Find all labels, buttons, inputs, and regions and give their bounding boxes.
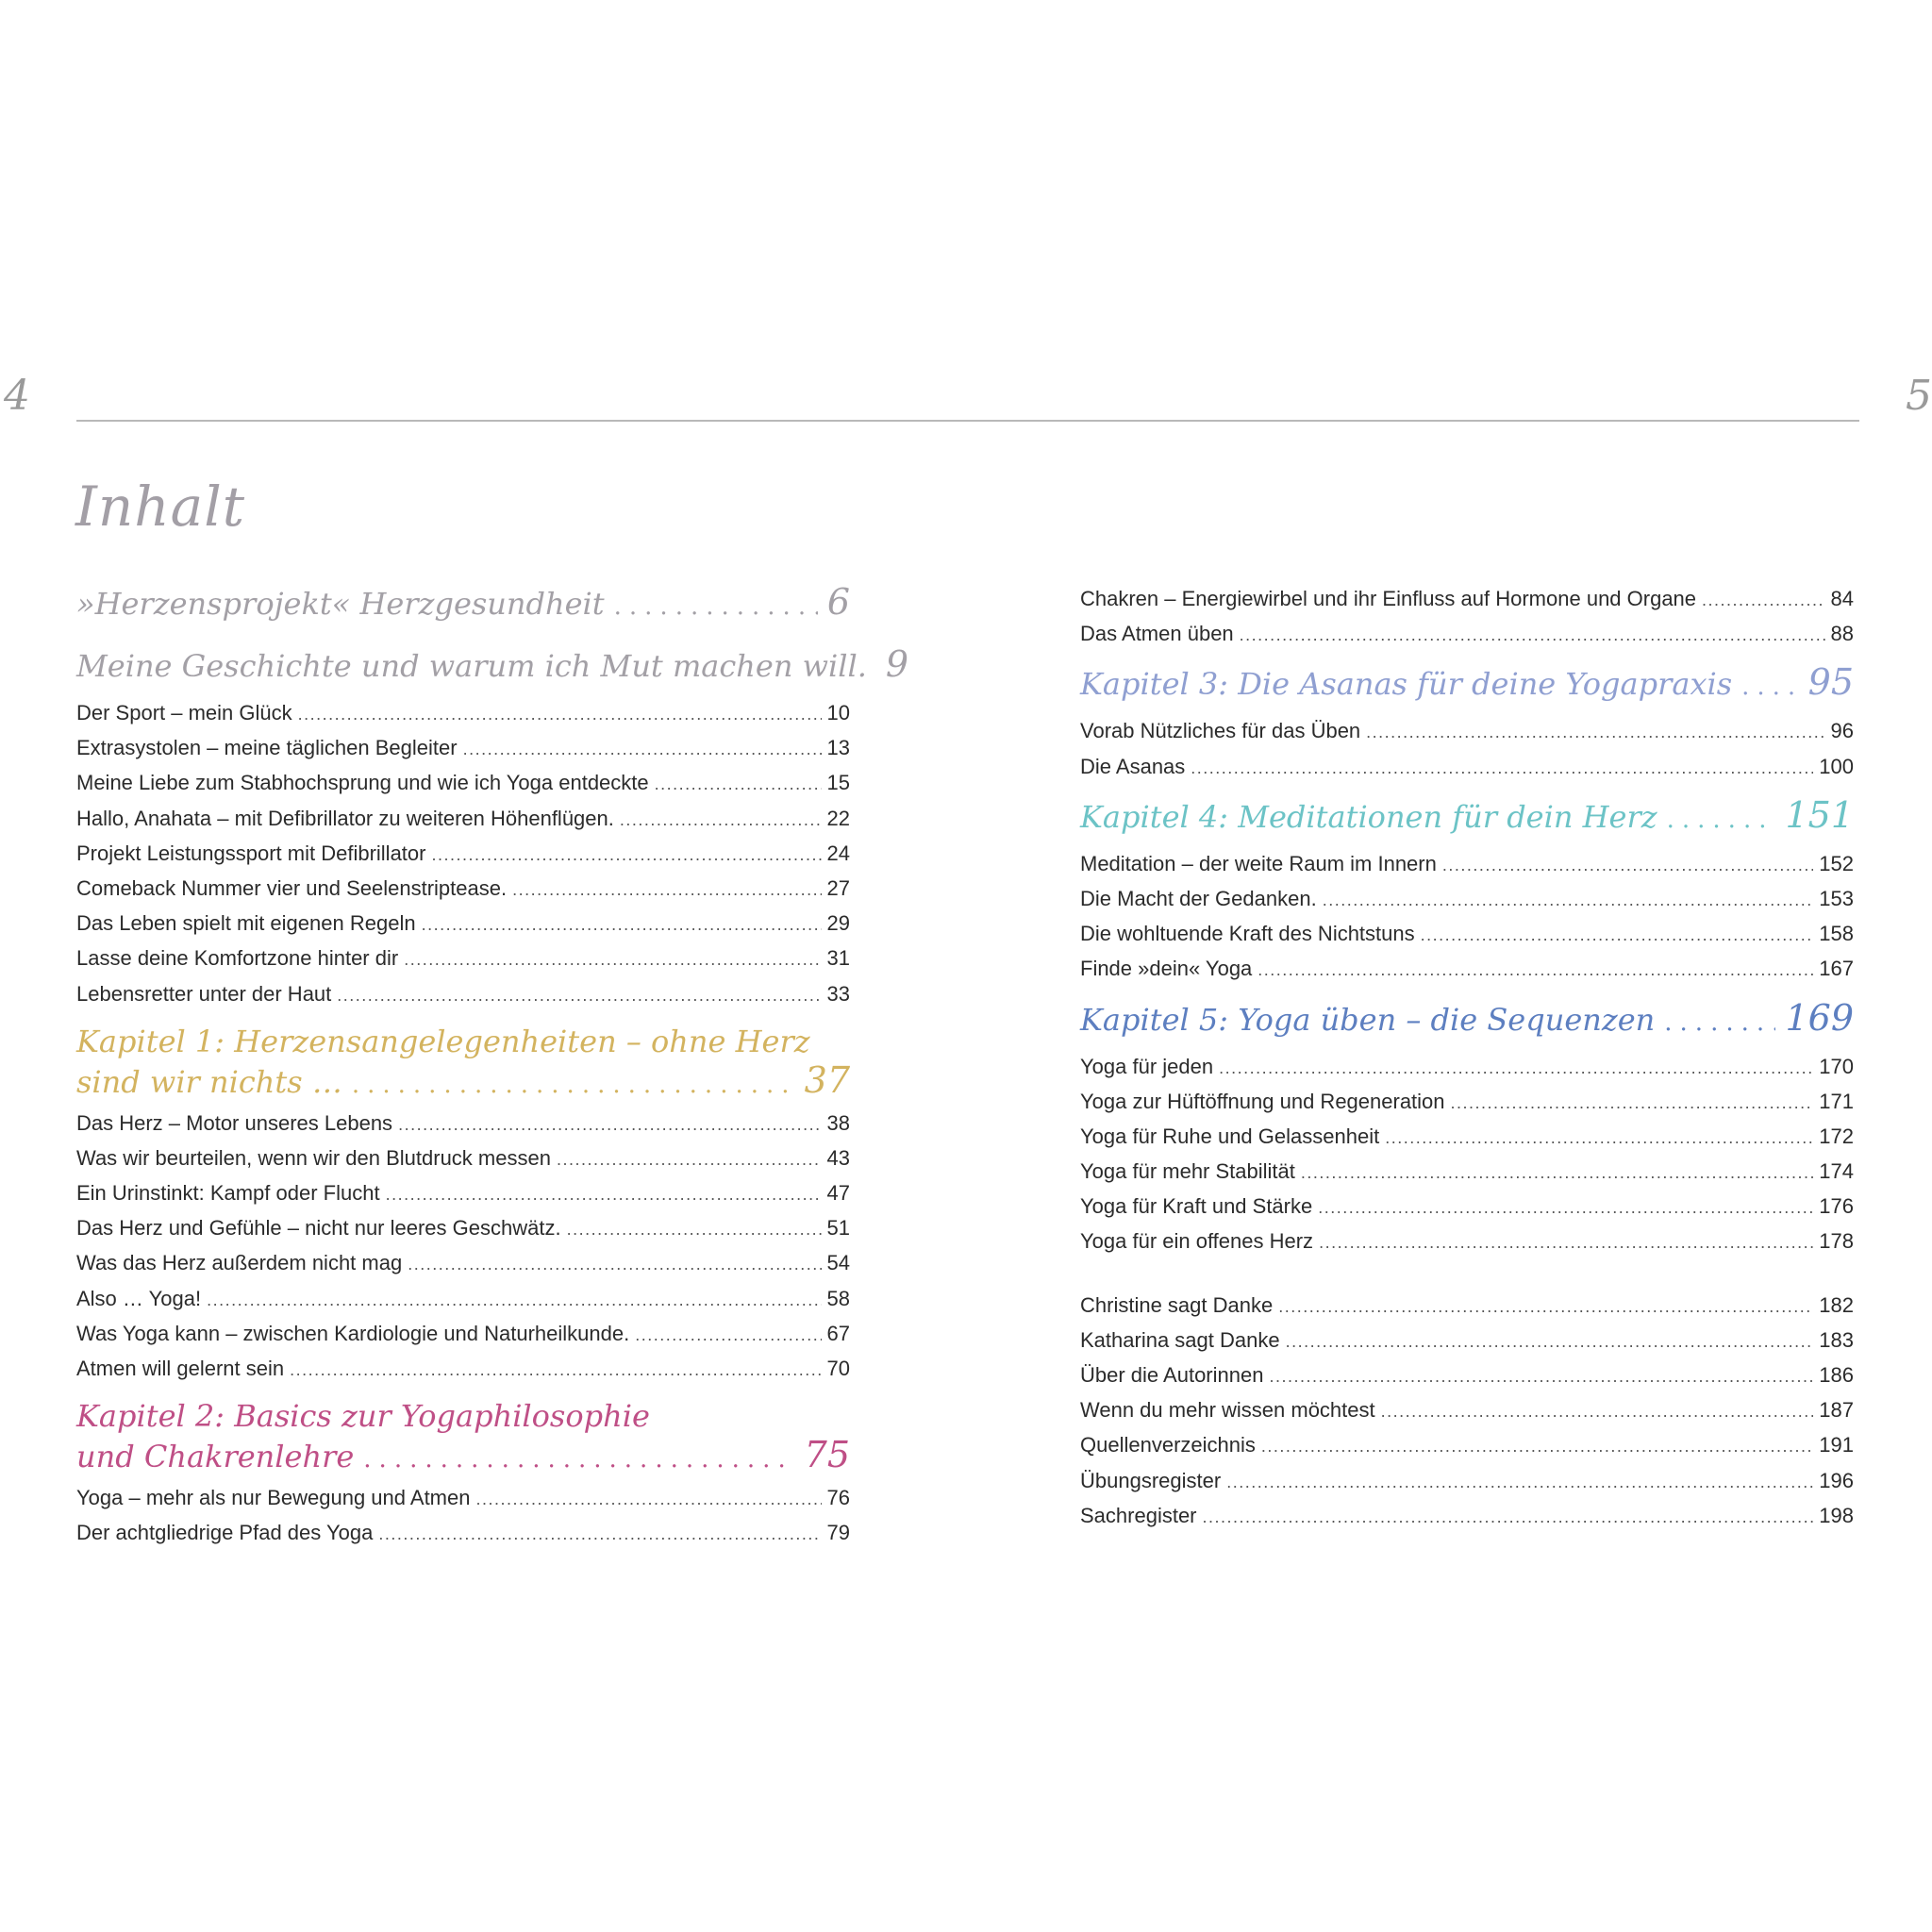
dot-leader bbox=[635, 1318, 821, 1353]
toc-entry[interactable] bbox=[1080, 916, 1854, 951]
heading-title-line-2: und Chakrenlehre bbox=[76, 1439, 355, 1475]
dot-leader bbox=[1664, 991, 1775, 1054]
toc-entry[interactable] bbox=[1080, 1049, 1854, 1084]
entry-title: Hallo, Anahata – mit Defibrillator zu weiteren Höhenflügen. bbox=[76, 806, 614, 830]
heading-title-line-1: Kapitel 1: Herzensangelegenheiten – ohne Herz bbox=[76, 1023, 810, 1059]
dot-leader bbox=[1257, 953, 1813, 988]
dot-leader bbox=[422, 908, 822, 942]
toc-entry[interactable] bbox=[76, 801, 850, 836]
heading-title-line-2: sind wir nichts … bbox=[76, 1063, 342, 1100]
entry-title: Finde »dein« Yoga bbox=[1080, 957, 1253, 981]
entry-title: Über die Autorinnen bbox=[1080, 1363, 1264, 1387]
heading-page: 9 bbox=[885, 643, 909, 685]
heading-title: Kapitel 3: Die Asanas für deine Yogapraxis bbox=[1080, 666, 1733, 703]
entry-title: Yoga für jeden bbox=[1080, 1054, 1214, 1078]
entry-title: Das Atmen üben bbox=[1080, 622, 1234, 646]
dot-leader bbox=[337, 978, 821, 1013]
heading-title: Kapitel 5: Yoga üben – die Sequenzen bbox=[1080, 1001, 1656, 1038]
toc-column-right bbox=[1080, 581, 1854, 1533]
toc-entry[interactable] bbox=[1080, 713, 1854, 748]
toc-entry[interactable] bbox=[1080, 581, 1854, 616]
toc-entry[interactable] bbox=[1080, 749, 1854, 784]
dot-leader bbox=[1219, 1051, 1813, 1086]
toc-entry[interactable] bbox=[76, 871, 850, 906]
entry-title: Die wohltuende Kraft des Nichtstuns bbox=[1080, 922, 1415, 946]
dot-leader bbox=[207, 1283, 821, 1318]
heading-page: 75 bbox=[804, 1434, 850, 1476]
heading-title: »Herzensprojekt« Herzgesundheit bbox=[76, 586, 605, 622]
entry-page: 158 bbox=[1819, 922, 1854, 946]
toc-heading-kapitel-5[interactable] bbox=[1080, 987, 1854, 1049]
toc-entry[interactable] bbox=[1080, 881, 1854, 916]
heading-page: 169 bbox=[1785, 996, 1854, 1039]
dot-leader bbox=[1323, 883, 1814, 918]
entry-page: 10 bbox=[826, 701, 850, 724]
toc-entry[interactable] bbox=[1080, 1288, 1854, 1323]
dot-leader bbox=[1702, 583, 1824, 618]
header-rule bbox=[76, 420, 1859, 422]
dot-leader bbox=[1667, 789, 1776, 851]
entry-title: Übungsregister bbox=[1080, 1468, 1222, 1492]
entry-page: 100 bbox=[1819, 754, 1854, 778]
dot-leader bbox=[567, 1212, 822, 1247]
entry-page: 171 bbox=[1819, 1089, 1854, 1113]
toc-entry[interactable] bbox=[76, 1515, 850, 1550]
toc-entry[interactable] bbox=[76, 941, 850, 975]
dot-leader bbox=[298, 697, 822, 732]
dot-leader bbox=[408, 1247, 821, 1282]
dot-leader bbox=[614, 575, 818, 638]
entry-title: Comeback Nummer vier und Seelenstriptease. bbox=[76, 875, 508, 900]
entry-title: Was wir beurteilen, wenn wir den Blutdruck messen bbox=[76, 1145, 551, 1170]
entry-page: 29 bbox=[826, 911, 850, 936]
heading-title: Kapitel 4: Meditationen für dein Herz bbox=[1080, 798, 1657, 835]
dot-leader bbox=[1240, 618, 1825, 653]
dot-leader bbox=[1203, 1500, 1814, 1535]
dot-leader bbox=[1191, 751, 1813, 786]
entry-page: 33 bbox=[826, 981, 850, 1006]
dot-leader bbox=[1366, 715, 1824, 750]
dot-leader bbox=[386, 1177, 822, 1212]
toc-heading-kapitel-2[interactable] bbox=[76, 1386, 850, 1480]
dot-leader bbox=[290, 1353, 821, 1388]
toc-heading-kapitel-4[interactable] bbox=[1080, 784, 1854, 846]
dot-leader bbox=[1286, 1324, 1814, 1359]
dot-leader bbox=[512, 873, 821, 908]
dot-leader bbox=[1381, 1394, 1814, 1429]
dot-leader bbox=[404, 942, 821, 977]
toc-entry[interactable] bbox=[1080, 1084, 1854, 1119]
toc-heading-intro-2[interactable] bbox=[76, 633, 909, 695]
entry-title: Yoga für ein offenes Herz bbox=[1080, 1229, 1314, 1254]
toc-entry[interactable] bbox=[76, 906, 850, 941]
toc-entry[interactable] bbox=[1080, 1392, 1854, 1427]
entry-title: Yoga – mehr als nur Bewegung und Atmen bbox=[76, 1486, 471, 1510]
entry-page: 47 bbox=[826, 1181, 850, 1206]
entry-page: 76 bbox=[826, 1486, 850, 1510]
heading-page: 37 bbox=[804, 1058, 850, 1101]
heading-title-line-1: Kapitel 2: Basics zur Yogaphilosophie bbox=[76, 1398, 650, 1435]
dot-leader bbox=[431, 838, 821, 873]
entry-page: 96 bbox=[1830, 719, 1854, 743]
dot-leader bbox=[1269, 1359, 1813, 1394]
entry-title: Das Leben spielt mit eigenen Regeln bbox=[76, 911, 416, 936]
heading-page: 151 bbox=[1785, 793, 1854, 836]
entry-title: Wenn du mehr wissen möchtest bbox=[1080, 1398, 1375, 1423]
entry-title: Lebensretter unter der Haut bbox=[76, 981, 332, 1006]
entry-page: 79 bbox=[826, 1521, 850, 1545]
dot-leader bbox=[1318, 1191, 1813, 1225]
entry-page: 196 bbox=[1819, 1468, 1854, 1492]
entry-page: 191 bbox=[1819, 1433, 1854, 1457]
entry-page: 182 bbox=[1819, 1292, 1854, 1317]
entry-title: Katharina sagt Danke bbox=[1080, 1327, 1280, 1352]
entry-title: Quellenverzeichnis bbox=[1080, 1433, 1256, 1457]
dot-leader bbox=[398, 1108, 821, 1142]
toc-entry[interactable] bbox=[1080, 846, 1854, 881]
dot-leader bbox=[378, 1517, 821, 1552]
heading-title: Meine Geschichte und warum ich Mut machen will. bbox=[76, 648, 867, 684]
entry-page: 58 bbox=[826, 1286, 850, 1310]
toc-heading-kapitel-1[interactable] bbox=[76, 1011, 850, 1106]
entry-page: 172 bbox=[1819, 1124, 1854, 1148]
dot-leader bbox=[1278, 1290, 1813, 1324]
entry-title: Projekt Leistungssport mit Defibrillator bbox=[76, 841, 426, 865]
dot-leader bbox=[352, 1065, 795, 1105]
toc-entry[interactable] bbox=[1080, 1357, 1854, 1392]
entry-page: 198 bbox=[1819, 1503, 1854, 1527]
entry-page: 187 bbox=[1819, 1398, 1854, 1423]
toc-entry[interactable] bbox=[76, 836, 850, 871]
entry-title: Die Asanas bbox=[1080, 754, 1186, 778]
toc-entry[interactable] bbox=[76, 695, 850, 730]
toc-entry[interactable] bbox=[76, 1175, 850, 1210]
entry-page: 183 bbox=[1819, 1327, 1854, 1352]
toc-entry[interactable] bbox=[1080, 616, 1854, 651]
entry-page: 31 bbox=[826, 946, 850, 971]
dot-leader bbox=[620, 803, 822, 838]
dot-leader bbox=[1385, 1121, 1813, 1156]
entry-page: 186 bbox=[1819, 1363, 1854, 1387]
dot-leader bbox=[1451, 1086, 1814, 1121]
dot-leader bbox=[1741, 656, 1799, 718]
entry-title: Yoga für Ruhe und Gelassenheit bbox=[1080, 1124, 1380, 1148]
entry-page: 152 bbox=[1819, 851, 1854, 875]
dot-leader bbox=[363, 1440, 794, 1479]
toc-entry[interactable] bbox=[76, 1210, 850, 1245]
entry-page: 170 bbox=[1819, 1054, 1854, 1078]
toc-entry[interactable] bbox=[76, 1316, 850, 1351]
entry-page: 54 bbox=[826, 1251, 850, 1275]
entry-title: Das Herz – Motor unseres Lebens bbox=[76, 1110, 393, 1135]
entry-title: Yoga zur Hüftöffnung und Regeneration bbox=[1080, 1089, 1445, 1113]
entry-title: Lasse deine Komfortzone hinter dir bbox=[76, 946, 399, 971]
toc-entry[interactable] bbox=[1080, 1498, 1854, 1533]
toc-entry[interactable] bbox=[76, 1351, 850, 1386]
section-gap bbox=[1080, 1259, 1854, 1288]
toc-entry[interactable] bbox=[76, 976, 850, 1011]
toc-entry[interactable] bbox=[76, 1245, 850, 1280]
entry-title: Die Macht der Gedanken. bbox=[1080, 886, 1317, 910]
toc-entry[interactable] bbox=[76, 1480, 850, 1515]
toc-entry[interactable] bbox=[1080, 1154, 1854, 1189]
entry-page: 70 bbox=[826, 1357, 850, 1380]
entry-page: 13 bbox=[826, 736, 850, 760]
entry-page: 51 bbox=[826, 1216, 850, 1241]
entry-title: Chakren – Energiewirbel und ihr Einfluss auf Hormone und Organe bbox=[1080, 587, 1697, 610]
page-number-left: 4 bbox=[4, 372, 30, 420]
toc-heading-kapitel-3[interactable] bbox=[1080, 651, 1854, 713]
dot-leader bbox=[475, 1482, 821, 1517]
dot-leader bbox=[1442, 848, 1813, 883]
toc-entry[interactable] bbox=[1080, 1224, 1854, 1258]
heading-page: 6 bbox=[826, 581, 850, 623]
toc-entry[interactable] bbox=[76, 765, 850, 800]
toc-entry[interactable] bbox=[1080, 1463, 1854, 1498]
entry-title: Der achtgliedrige Pfad des Yoga bbox=[76, 1521, 374, 1545]
entry-title: Ein Urinstinkt: Kampf oder Flucht bbox=[76, 1181, 380, 1206]
dot-leader bbox=[1421, 918, 1814, 953]
entry-title: Was das Herz außerdem nicht mag bbox=[76, 1251, 403, 1275]
entry-title: Der Sport – mein Glück bbox=[76, 701, 292, 724]
dot-leader bbox=[1261, 1429, 1813, 1464]
entry-title: Was Yoga kann – zwischen Kardiologie und Naturheilkunde. bbox=[76, 1321, 630, 1345]
entry-page: 153 bbox=[1819, 886, 1854, 910]
toc-entry[interactable] bbox=[1080, 1119, 1854, 1154]
entry-title: Vorab Nützliches für das Üben bbox=[1080, 719, 1361, 743]
dot-leader bbox=[655, 767, 822, 802]
entry-title: Yoga für Kraft und Stärke bbox=[1080, 1194, 1313, 1219]
toc-entry[interactable] bbox=[1080, 1427, 1854, 1462]
entry-page: 38 bbox=[826, 1110, 850, 1135]
toc-entry[interactable] bbox=[76, 1141, 850, 1175]
entry-title: Christine sagt Danke bbox=[1080, 1292, 1274, 1317]
toc-column-left bbox=[76, 571, 909, 1551]
entry-title: Also … Yoga! bbox=[76, 1286, 202, 1310]
entry-title: Yoga für mehr Stabilität bbox=[1080, 1159, 1295, 1184]
entry-title: Das Herz und Gefühle – nicht nur leeres Geschwätz. bbox=[76, 1216, 561, 1241]
entry-title: Extrasystolen – meine täglichen Begleiter bbox=[76, 736, 458, 760]
entry-title: Atmen will gelernt sein bbox=[76, 1357, 285, 1380]
dot-leader bbox=[1226, 1465, 1813, 1500]
dot-leader bbox=[1301, 1156, 1813, 1191]
entry-page: 174 bbox=[1819, 1159, 1854, 1184]
toc-entry[interactable] bbox=[1080, 1189, 1854, 1224]
entry-page: 27 bbox=[826, 875, 850, 900]
entry-page: 15 bbox=[826, 771, 850, 795]
entry-page: 67 bbox=[826, 1321, 850, 1345]
toc-entry[interactable] bbox=[76, 730, 850, 765]
entry-page: 43 bbox=[826, 1145, 850, 1170]
entry-page: 24 bbox=[826, 841, 850, 865]
toc-entry[interactable] bbox=[76, 1106, 850, 1141]
entry-title: Meditation – der weite Raum im Innern bbox=[1080, 851, 1437, 875]
toc-title: Inhalt bbox=[75, 475, 246, 539]
entry-title: Meine Liebe zum Stabhochsprung und wie ich Yoga entdeckte bbox=[76, 771, 649, 795]
toc-entry[interactable] bbox=[1080, 1323, 1854, 1357]
toc-heading-intro-1[interactable] bbox=[76, 571, 850, 633]
entry-page: 178 bbox=[1819, 1229, 1854, 1254]
page-number-right: 5 bbox=[1906, 372, 1932, 420]
dot-leader bbox=[1319, 1225, 1813, 1260]
entry-title: Sachregister bbox=[1080, 1503, 1197, 1527]
toc-entry[interactable] bbox=[76, 1281, 850, 1316]
heading-page: 95 bbox=[1807, 661, 1854, 704]
dot-leader bbox=[463, 732, 822, 767]
entry-page: 22 bbox=[826, 806, 850, 830]
entry-page: 84 bbox=[1830, 587, 1854, 610]
dot-leader bbox=[557, 1142, 822, 1177]
entry-page: 176 bbox=[1819, 1194, 1854, 1219]
entry-page: 88 bbox=[1830, 622, 1854, 646]
toc-entry[interactable] bbox=[1080, 951, 1854, 986]
entry-page: 167 bbox=[1819, 957, 1854, 981]
